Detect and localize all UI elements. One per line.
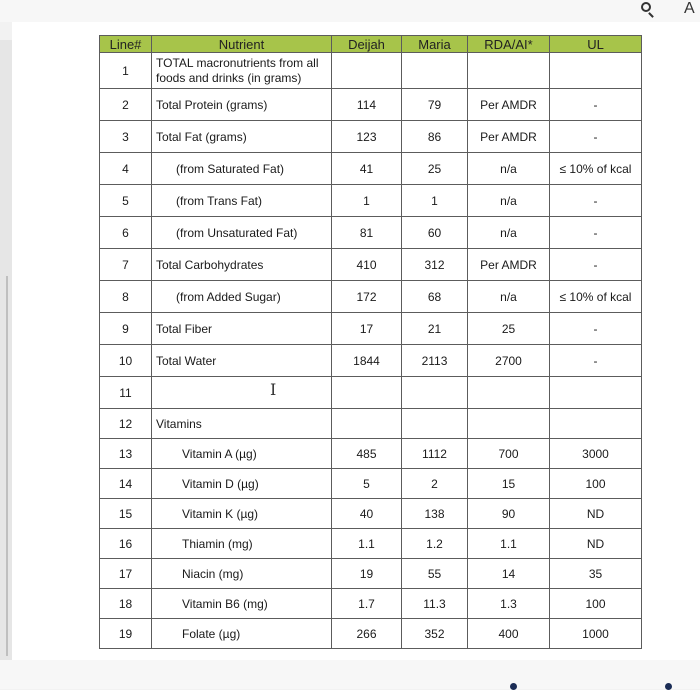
cell-line: 4 xyxy=(100,153,152,185)
cell-rda xyxy=(468,53,550,89)
cell-maria: 1 xyxy=(402,185,468,217)
cell-maria: 21 xyxy=(402,313,468,345)
cell-line: 14 xyxy=(100,469,152,499)
cell-deijah: 114 xyxy=(332,89,402,121)
cell-maria: 79 xyxy=(402,89,468,121)
cell-rda: 90 xyxy=(468,499,550,529)
cell-nutrient: Folate (µg) xyxy=(152,619,332,649)
cell-deijah: 266 xyxy=(332,619,402,649)
cell-nutrient: (from Trans Fat) xyxy=(152,185,332,217)
cell-rda: n/a xyxy=(468,153,550,185)
table-row xyxy=(100,281,642,313)
cell-ul: - xyxy=(550,345,642,377)
header-nutrient: Nutrient xyxy=(152,36,332,53)
table-row xyxy=(100,409,642,439)
cell-ul: - xyxy=(550,217,642,249)
cell-ul: 100 xyxy=(550,469,642,499)
top-toolbar xyxy=(0,0,700,22)
table-row xyxy=(100,217,642,249)
header-deijah: Deijah xyxy=(332,36,402,53)
cell-deijah: 5 xyxy=(332,469,402,499)
cell-line: 15 xyxy=(100,499,152,529)
cell-nutrient: (from Unsaturated Fat) xyxy=(152,217,332,249)
cell-rda: n/a xyxy=(468,281,550,313)
cell-maria: 68 xyxy=(402,281,468,313)
cell-rda: 400 xyxy=(468,619,550,649)
cell-ul xyxy=(550,409,642,439)
cell-maria: 55 xyxy=(402,559,468,589)
cell-rda: n/a xyxy=(468,217,550,249)
cell-rda: 2700 xyxy=(468,345,550,377)
cell-maria: 138 xyxy=(402,499,468,529)
table-row xyxy=(100,313,642,345)
cell-rda: Per AMDR xyxy=(468,249,550,281)
cell-ul: - xyxy=(550,121,642,153)
cell-nutrient: Total Water xyxy=(152,345,332,377)
cell-nutrient: Vitamin B6 (mg) xyxy=(152,589,332,619)
cell-ul xyxy=(550,53,642,89)
cell-maria: 2113 xyxy=(402,345,468,377)
cell-line: 7 xyxy=(100,249,152,281)
cell-rda: 1.3 xyxy=(468,589,550,619)
cell-deijah: 410 xyxy=(332,249,402,281)
cell-deijah xyxy=(332,409,402,439)
cell-rda: 14 xyxy=(468,559,550,589)
cell-deijah: 172 xyxy=(332,281,402,313)
table-row xyxy=(100,345,642,377)
scrollbar-track-mark xyxy=(6,276,8,656)
cell-deijah: 19 xyxy=(332,559,402,589)
table-row xyxy=(100,53,642,89)
table-row xyxy=(100,589,642,619)
cell-nutrient xyxy=(152,377,332,409)
cell-line: 18 xyxy=(100,589,152,619)
cell-maria xyxy=(402,53,468,89)
cell-line: 11 xyxy=(100,377,152,409)
cell-maria: 312 xyxy=(402,249,468,281)
header-rda: RDA/AI* xyxy=(468,36,550,53)
table-row xyxy=(100,185,642,217)
cell-maria xyxy=(402,377,468,409)
cell-line: 1 xyxy=(100,53,152,89)
cell-ul: - xyxy=(550,249,642,281)
cell-maria: 60 xyxy=(402,217,468,249)
cell-maria: 1.2 xyxy=(402,529,468,559)
cell-nutrient: (from Saturated Fat) xyxy=(152,153,332,185)
cell-nutrient: Total Carbohydrates xyxy=(152,249,332,281)
search-icon[interactable] xyxy=(641,2,651,12)
cell-nutrient: TOTAL macronutrients from all foods and drinks (in grams) xyxy=(152,53,332,89)
cell-nutrient: (from Added Sugar) xyxy=(152,281,332,313)
cell-line: 3 xyxy=(100,121,152,153)
cell-nutrient: Total Fat (grams) xyxy=(152,121,332,153)
cell-line: 17 xyxy=(100,559,152,589)
table-header-row xyxy=(100,36,642,53)
cell-nutrient: Total Protein (grams) xyxy=(152,89,332,121)
cell-nutrient: Vitamin A (µg) xyxy=(152,439,332,469)
cell-ul: 1000 xyxy=(550,619,642,649)
cell-rda: 1.1 xyxy=(468,529,550,559)
cell-line: 8 xyxy=(100,281,152,313)
cell-line: 6 xyxy=(100,217,152,249)
cell-rda: Per AMDR xyxy=(468,89,550,121)
cell-maria: 2 xyxy=(402,469,468,499)
cell-nutrient: Vitamins xyxy=(152,409,332,439)
cell-deijah: 1844 xyxy=(332,345,402,377)
cell-line: 19 xyxy=(100,619,152,649)
cell-rda: n/a xyxy=(468,185,550,217)
cell-ul: ≤ 10% of kcal xyxy=(550,281,642,313)
text-cursor-icon: I xyxy=(270,380,277,399)
cell-maria: 1112 xyxy=(402,439,468,469)
table-row xyxy=(100,559,642,589)
cell-ul xyxy=(550,377,642,409)
cell-ul: - xyxy=(550,313,642,345)
cell-ul: ≤ 10% of kcal xyxy=(550,153,642,185)
cell-maria: 352 xyxy=(402,619,468,649)
cell-ul: - xyxy=(550,185,642,217)
cell-line: 5 xyxy=(100,185,152,217)
cell-nutrient: Total Fiber xyxy=(152,313,332,345)
cell-deijah: 1 xyxy=(332,185,402,217)
cell-deijah: 17 xyxy=(332,313,402,345)
table-row xyxy=(100,439,642,469)
cell-line: 16 xyxy=(100,529,152,559)
cell-ul: 35 xyxy=(550,559,642,589)
cell-ul: ND xyxy=(550,529,642,559)
cell-line: 10 xyxy=(100,345,152,377)
cell-nutrient: Vitamin K (µg) xyxy=(152,499,332,529)
nutrient-table xyxy=(99,35,642,649)
corner-label: A xyxy=(684,0,695,17)
document-page xyxy=(12,22,700,689)
cell-deijah: 41 xyxy=(332,153,402,185)
table-row xyxy=(100,529,642,559)
cell-ul: ND xyxy=(550,499,642,529)
cell-rda: Per AMDR xyxy=(468,121,550,153)
cell-rda: 25 xyxy=(468,313,550,345)
cell-maria xyxy=(402,409,468,439)
cell-deijah: 1.7 xyxy=(332,589,402,619)
cell-deijah: 485 xyxy=(332,439,402,469)
header-ul: UL xyxy=(550,36,642,53)
cell-line: 12 xyxy=(100,409,152,439)
cell-nutrient: Vitamin D (µg) xyxy=(152,469,332,499)
cell-deijah: 40 xyxy=(332,499,402,529)
cell-rda xyxy=(468,409,550,439)
table-row xyxy=(100,89,642,121)
cell-maria: 25 xyxy=(402,153,468,185)
cell-ul: 3000 xyxy=(550,439,642,469)
cell-deijah: 81 xyxy=(332,217,402,249)
table-row xyxy=(100,153,642,185)
cell-deijah xyxy=(332,377,402,409)
cell-line: 13 xyxy=(100,439,152,469)
cell-line: 2 xyxy=(100,89,152,121)
cell-nutrient: Thiamin (mg) xyxy=(152,529,332,559)
cell-rda: 15 xyxy=(468,469,550,499)
table-row xyxy=(100,121,642,153)
cell-rda: 700 xyxy=(468,439,550,469)
left-scrollbar[interactable] xyxy=(0,40,12,660)
cell-deijah: 1.1 xyxy=(332,529,402,559)
bottom-toolbar xyxy=(0,660,700,689)
cell-line: 9 xyxy=(100,313,152,345)
table-row xyxy=(100,619,642,649)
header-line: Line# xyxy=(100,36,152,53)
cell-ul: - xyxy=(550,89,642,121)
cell-deijah: 123 xyxy=(332,121,402,153)
table-row xyxy=(100,469,642,499)
cell-deijah xyxy=(332,53,402,89)
cell-ul: 100 xyxy=(550,589,642,619)
table-row xyxy=(100,499,642,529)
cell-rda xyxy=(468,377,550,409)
cell-nutrient: Niacin (mg) xyxy=(152,559,332,589)
cell-maria: 86 xyxy=(402,121,468,153)
cell-maria: 11.3 xyxy=(402,589,468,619)
table-row xyxy=(100,249,642,281)
table-row xyxy=(100,377,642,409)
header-maria: Maria xyxy=(402,36,468,53)
